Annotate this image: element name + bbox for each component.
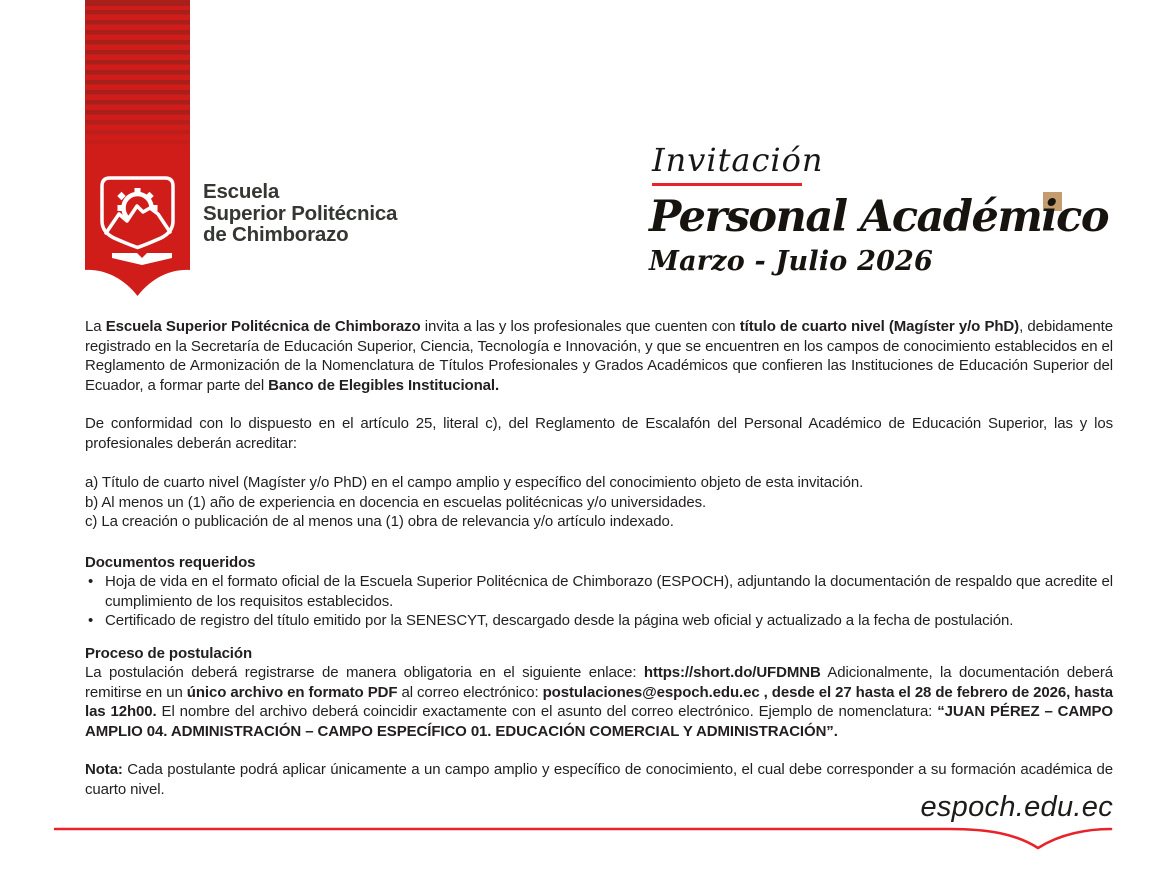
kicker-invitacion: Invitación <box>652 141 824 179</box>
website-link[interactable]: espoch.edu.ec <box>920 791 1113 823</box>
document-item-text: Hoja de vida en el formato oficial de la Escuela Superior Politécnica de Chimborazo (ESPOCH), adjuntando la documentación de respaldo que acredite el cumplimiento de los requisitos establecidos. <box>105 573 1113 610</box>
application-email-link[interactable]: postulaciones@espoch.edu.ec <box>542 683 760 701</box>
ribbon-stripes <box>85 0 190 145</box>
document-item-text: Certificado de registro del título emitido por la SENESCYT, descargado desde la página web oficial y actualizado a la fecha de postulación. <box>105 612 1014 629</box>
footer-swoosh-line <box>54 826 1113 858</box>
institution-name-line: de Chimborazo <box>203 223 349 246</box>
requirements-list <box>85 473 1113 532</box>
requirement-item: c) La creación o publicación de al menos una (1) obra de relevancia y/o artículo indexado. <box>85 513 674 530</box>
ribbon-graphic <box>85 0 190 300</box>
requirement-item: a) Título de cuarto nivel (Magíster y/o PhD) en el campo amplio y específico del conocimiento objeto de esta invitación. <box>85 474 864 491</box>
requirement-item: b) Al menos un (1) año de experiencia en docencia en escuelas politécnicas y/o universidades. <box>85 493 707 511</box>
intro-paragraph: La Escuela Superior Politécnica de Chimborazo invita a las y los profesionales que cuenten con título de cuarto nivel (Magíster y/o PhD), debidamente registrado en la Secretaría de Educación Superior, Ciencia, Tecnología e Innovación, y que se encuentren en los campos de conocimiento establecidos en el Reglamento de Armonización de la Nomenclatura de Títulos Profesionales y Grados Académicos que confieren las Instituciones de Educación Superior del Ecuador, a formar parte del Banco de Elegibles Institucional. <box>85 318 1113 394</box>
accreditation-paragraph: De conformidad con lo dispuesto en el artículo 25, literal c), del Reglamento de Escalafón del Personal Académico de Educación Superior, las y los profesionales deberán acreditar: <box>85 415 1113 452</box>
bullet-icon: • <box>88 612 94 629</box>
ribbon-banner <box>85 0 190 300</box>
institution-name-line: Escuela <box>203 180 280 203</box>
period-subtitle: Marzo - Julio 2026 <box>649 246 934 277</box>
process-paragraph: La postulación deberá registrarse de manera obligatoria en el siguiente enlace: https://short.do/UFDMNB Adicionalmente, la documentación deberá remitirse en un único archivo en formato PDF al correo electrónico: postulaciones@espoch.edu.ec , desde el 27 hasta el 28 de febrero de 2026, hasta las 12h00. El nombre del archivo deberá coincidir exactamente con el asunto del correo electrónico. Ejemplo de nomenclatura: “JUAN PÉREZ – CAMPO AMPLIO 04. ADMINISTRACIÓN – CAMPO ESPECÍFICO 01. EDUCACIÓN COMERCIAL Y ADMINISTRACIÓN”. <box>85 664 1113 740</box>
kicker-underline <box>652 183 802 186</box>
institution-name <box>203 181 397 246</box>
institution-name-line: Superior Politécnica <box>203 201 398 225</box>
note-paragraph: Nota: Cada postulante podrá aplicar únicamente a un campo amplio y específico de conocimiento, el cual debe corresponder a su formación académica de cuarto nivel. <box>85 761 1113 798</box>
list-item <box>85 611 1113 631</box>
documents-heading: Documentos requeridos <box>85 553 256 571</box>
title-block <box>649 141 1129 277</box>
process-heading: Proceso de postulación <box>85 644 253 662</box>
list-item <box>85 572 1113 611</box>
bullet-icon: • <box>88 573 94 590</box>
body-content <box>85 317 1113 799</box>
documents-section <box>85 553 1113 631</box>
process-section <box>85 644 1113 742</box>
page-title: Personal Académico <box>649 192 1109 242</box>
registration-link[interactable]: https://short.do/UFDMNB <box>643 664 821 681</box>
